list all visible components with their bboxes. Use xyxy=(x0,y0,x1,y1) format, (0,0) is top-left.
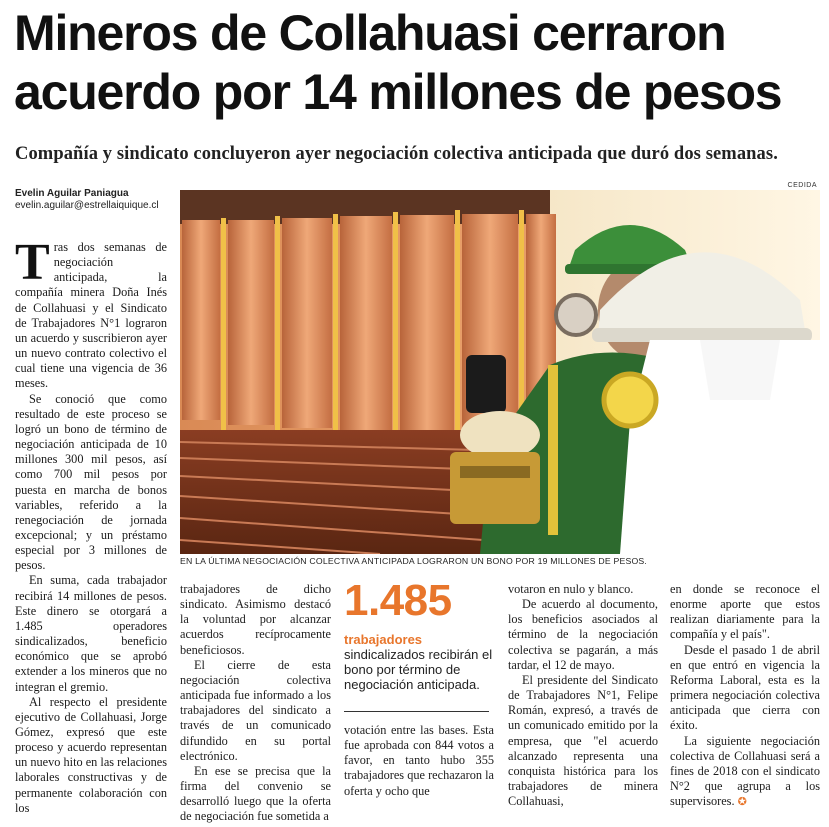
column-2 xyxy=(180,582,331,825)
paragraph: Desde el pasado 1 de abril en que entró en vigencia la Reforma Laboral, esta es la primera negociación colectiva anticipada que cierra con éxito. xyxy=(670,642,820,733)
headline-line-1: Mineros de Collahuasi cerraron xyxy=(14,5,726,61)
stat-text xyxy=(344,632,494,692)
byline xyxy=(15,188,159,212)
column-3 xyxy=(344,723,494,799)
paragraph: votaron en nulo y blanco. xyxy=(508,582,634,596)
article-photo xyxy=(180,190,820,554)
paragraph: En ese se precisa que la firma del convenio se desarrolló luego que la oferta de negociación fue sometida a xyxy=(180,763,331,824)
column-4 xyxy=(508,582,658,809)
paragraph: en donde se reconoce el enorme aporte que estos realizan diariamente para la compañía y el país". xyxy=(670,582,820,642)
paragraph: El cierre de esta negociación colectiva anticipada fue informado a los trabajadores del sindicato a través de un comunicado difundido en su portal electrónico. xyxy=(180,657,331,763)
photo-credit: CEDIDA xyxy=(787,182,817,189)
paragraph: Se conoció que como resultado de este proceso se logró un bono de término de negociación anticipada de 10 millones 300 mil pesos, así como 700 mil pesos por puesta en marcha de bonos variables, referido a la renegociación de jornada excepcional; y un préstamo especial por 3 millones de pesos. xyxy=(15,391,167,573)
paragraph: El presidente del Sindicato de Trabajadores N°1, Felipe Román, expresó, a través de un comunicado emitido por la empresa, que "el acuerdo alcanzado representa una conquista histórica para los trabajadores de minera Collahuasi, xyxy=(508,672,658,809)
column-5 xyxy=(670,582,820,810)
subhead: Compañía y sindicato concluyeron ayer negociación colectiva anticipada que duró dos semanas. xyxy=(15,144,778,164)
headline-line-2: acuerdo por 14 millones de pesos xyxy=(14,64,782,120)
column-1 xyxy=(15,234,167,816)
author-name: Evelin Aguilar Paniagua xyxy=(15,188,129,199)
miners-photo-illustration xyxy=(180,190,820,554)
stat-number: 1.485 xyxy=(344,576,452,625)
stat-box xyxy=(344,576,494,692)
author-email[interactable]: evelin.aguilar@estrellaiquique.cl xyxy=(15,200,159,211)
stat-highlight: trabajadores xyxy=(344,632,423,647)
paragraph: En suma, cada trabajador recibirá 14 millones de pesos. Este dinero se otorgará a 1.485 operadores sindicalizados, beneficio económico que se aprobó extender a los mineros que no integran el gremio. xyxy=(15,573,167,694)
stat-divider xyxy=(344,711,489,712)
paragraph: De acuerdo al documento, los beneficios asociados al término de la negociación colectiva se pagarán, a más tardar, el 12 de mayo. xyxy=(508,597,658,672)
paragraph: votación entre las bases. Esta fue aprobada con 844 votos a favor, en tanto hubo 355 trabajadores que rechazaron la oferta y ocho que xyxy=(344,723,494,798)
paragraph: Al respecto el presidente ejecutivo de Collahuasi, Jorge Gómez, expresó que este proceso y acuerdo representan un nuevo hito en las relaciones laborales constructivas y de permanente colaboración con los xyxy=(15,694,167,815)
dropcap: T xyxy=(15,234,50,291)
paragraph-text: La siguiente negociación colectiva de Collahuasi será a fines de 2018 con el sindicato N°2 que agrupa a los supervisores. xyxy=(670,733,820,809)
paragraph xyxy=(670,734,820,811)
photo-caption: EN LA ÚLTIMA NEGOCIACIÓN COLECTIVA ANTICIPADA LOGRARON UN BONO POR 19 MILLONES DE PESOS. xyxy=(180,556,648,566)
headline xyxy=(14,4,819,122)
paragraph: ras dos semanas de negociación anticipada, la compañía minera Doña Inés de Collahuasi y el Sindicato de Trabajadores N°1 lograron un acuerdo y suscribieron ayer un nuevo contrato colectivo el cual tiene una vigencia de 36 meses. xyxy=(15,240,167,391)
end-mark-icon: ✪ xyxy=(737,796,747,809)
stat-description: sindicalizados recibirán el bono por término de negociación anticipada. xyxy=(344,647,493,692)
paragraph: trabajadores de dicho sindicato. Asimismo destacó la voluntad por alcanzar acuerdos recíprocamente beneficiosos. xyxy=(180,582,331,657)
